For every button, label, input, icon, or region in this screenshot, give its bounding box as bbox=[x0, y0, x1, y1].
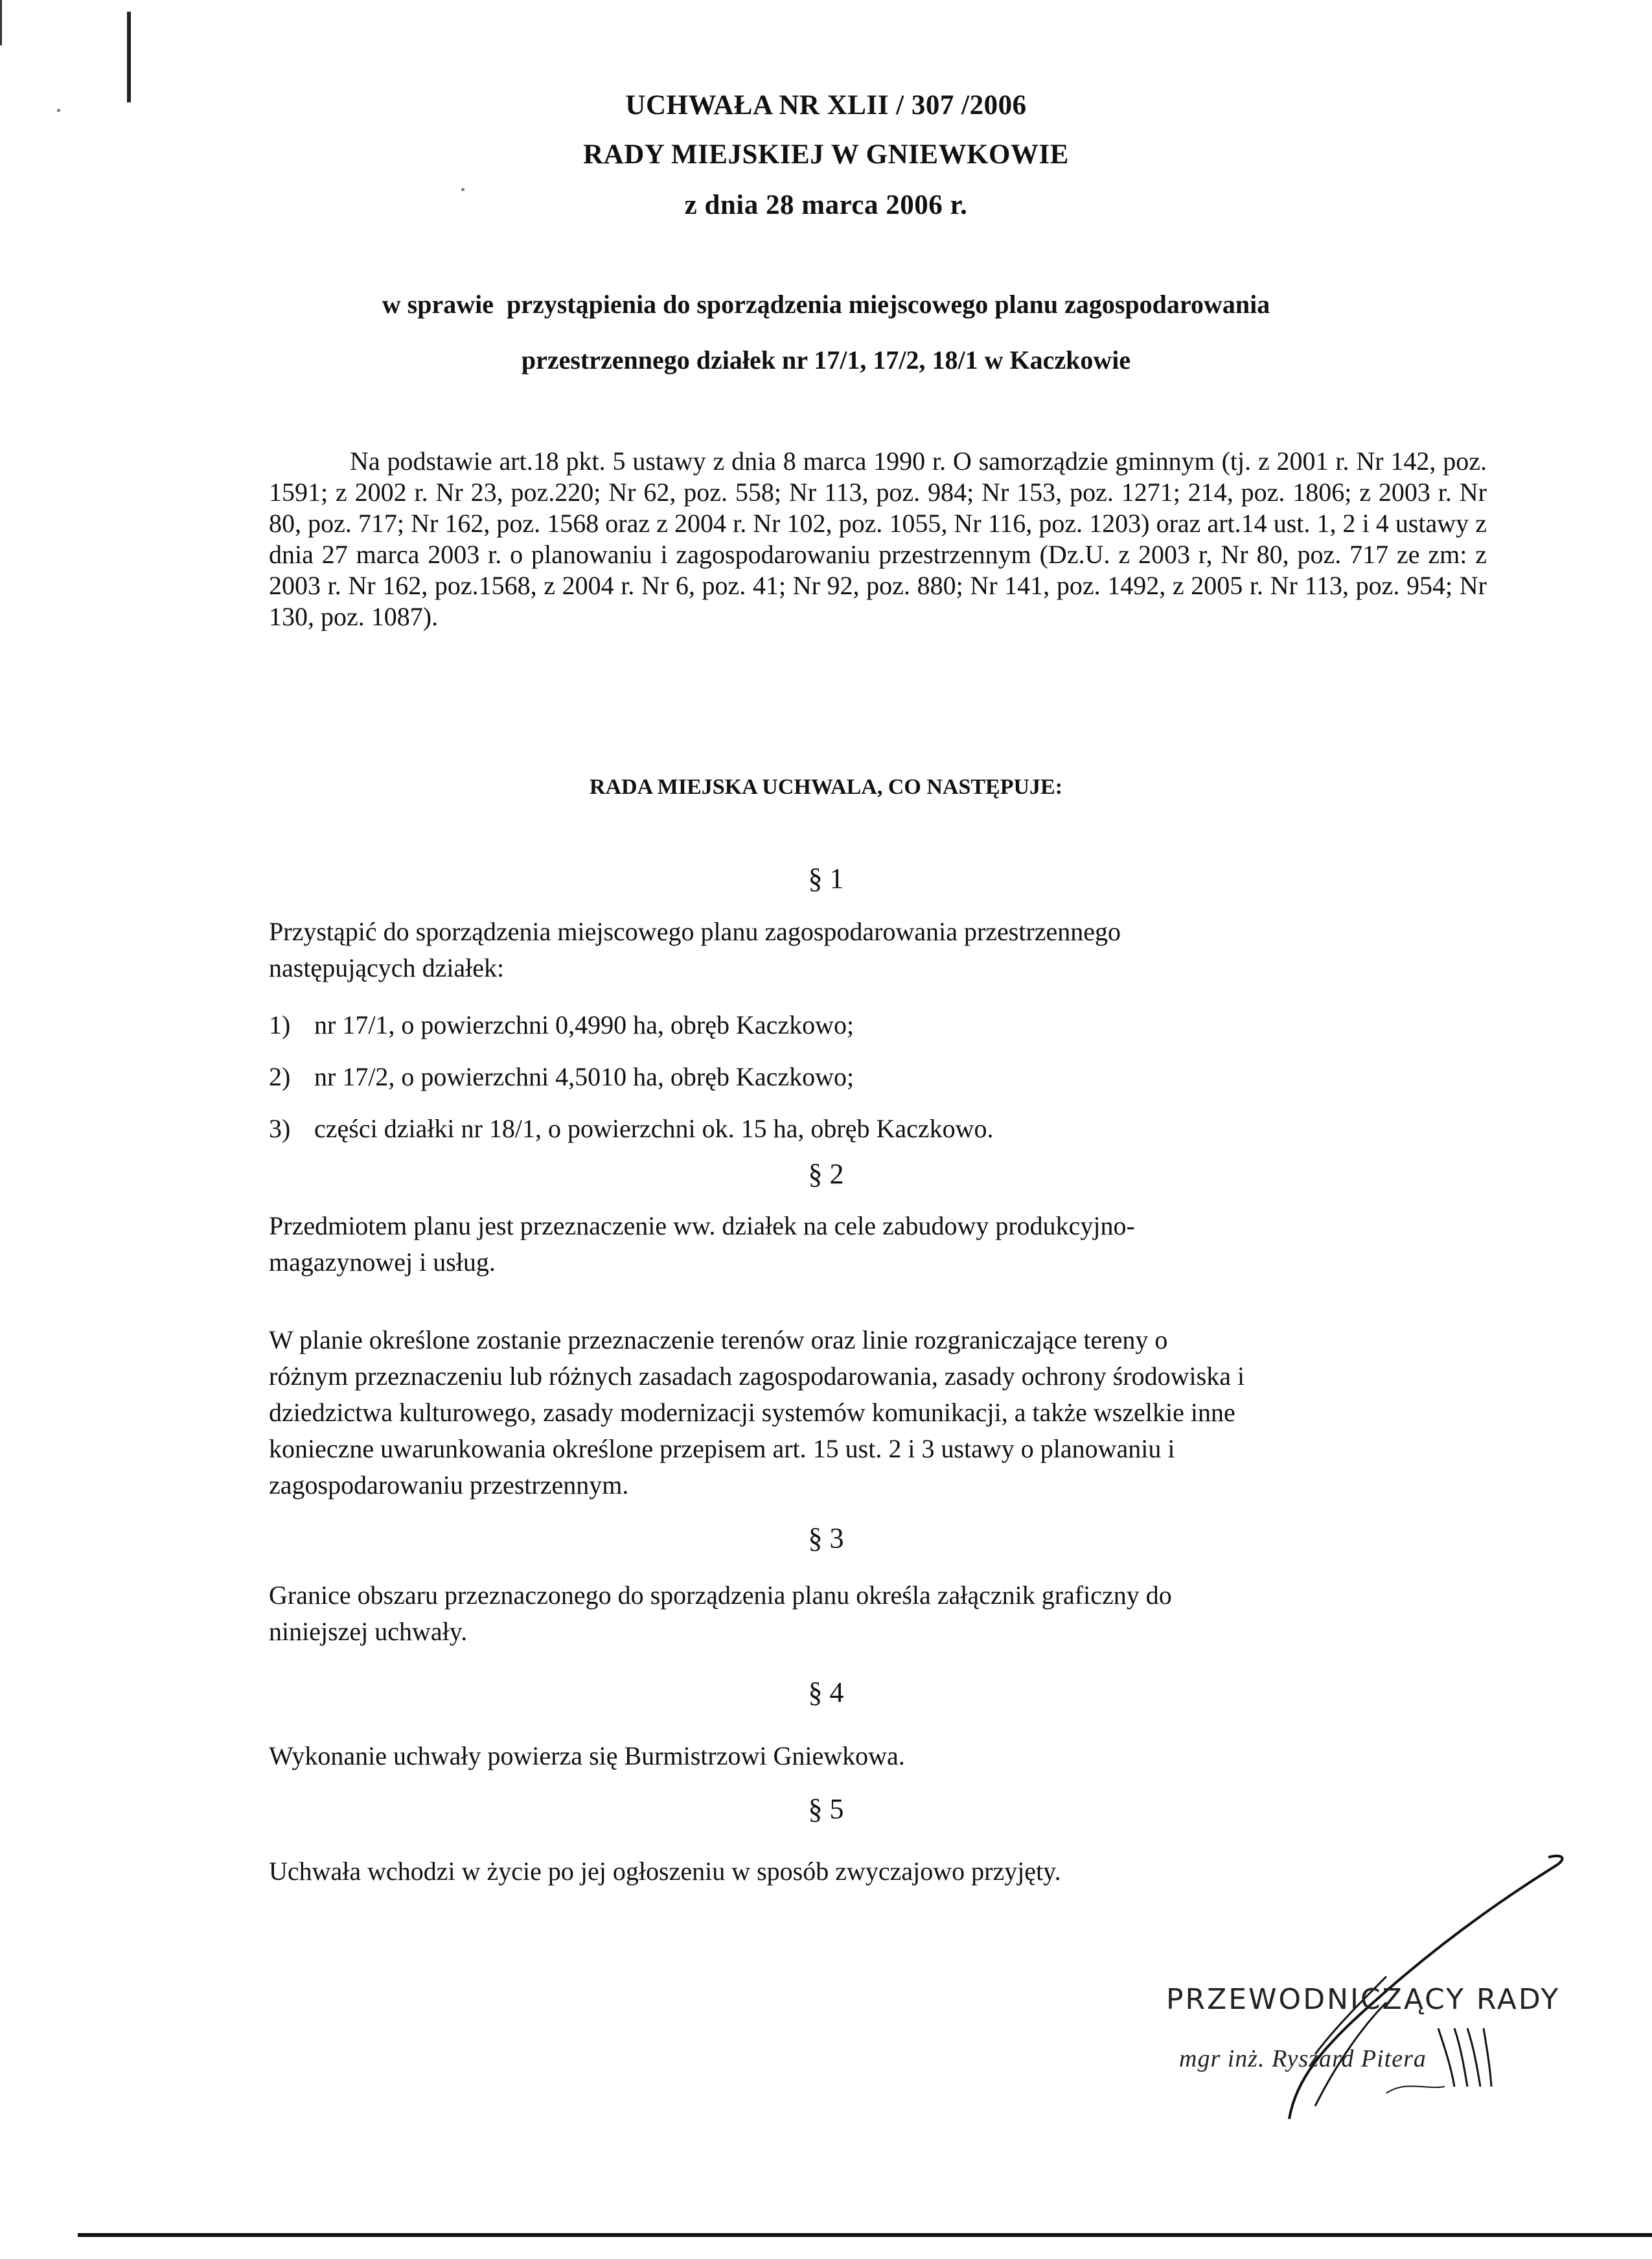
section-2-label: § 2 bbox=[808, 1158, 844, 1190]
subject-line-1: w sprawie przystąpienia do sporządzenia miejscowego planu zagospodarowania bbox=[382, 290, 1270, 319]
section-5-text: Uchwała wchodzi w życie po jej ogłoszeniu w sposób zwyczajowo przyjęty. bbox=[269, 1857, 1061, 1886]
section-5-label: § 5 bbox=[808, 1793, 844, 1825]
page-bottom-rule bbox=[78, 2233, 1652, 2237]
scan-mark bbox=[127, 12, 131, 102]
section-1-label: § 1 bbox=[808, 863, 844, 894]
section-1-intro-line-1: Przystąpić do sporządzenia miejscowego planu zagospodarowania przestrzennego bbox=[269, 917, 1121, 946]
section-2-paragraph-2: W planie określone zostanie przeznaczenie terenów oraz linie rozgraniczające tereny o różnym przeznaczeniu lub różnych zasadach zagospodarowania, zasady ochrony środowiska i dziedzictwa kulturowego, zasady modernizacji systemów komunikacji, a także wszelkie inne konieczne uwarunkowania określone przepisem art. 15 ust. 2 i 3 ustawy o planowaniu i zagospodarowaniu przestrzennym. bbox=[269, 1325, 1245, 1500]
list-item: 1) nr 17/1, o powierzchni 0,4990 ha, obręb Kaczkowo; bbox=[269, 1010, 855, 1039]
scan-mark bbox=[0, 0, 2, 45]
parcel-list bbox=[269, 999, 1487, 1155]
signatory-title: PRZEWODNICZĄCY RADY bbox=[1166, 1983, 1561, 2016]
section-2-paragraph-1: Przedmiotem planu jest przeznaczenie ww. działek na cele zabudowy produkcyjno- magazynowej i usług. bbox=[269, 1211, 1135, 1277]
signatory-name: mgr inż. Ryszard Pitera bbox=[1179, 2045, 1427, 2072]
section-3-label: § 3 bbox=[808, 1522, 844, 1554]
section-1-intro-line-2: następujących działek: bbox=[269, 953, 505, 982]
council-name: RADY MIEJSKIEJ W GNIEWKOWIE bbox=[583, 139, 1069, 170]
legal-basis-text: Na podstawie art.18 pkt. 5 ustawy z dnia 8 marca 1990 r. O samorządzie gminnym (tj. z 2001 r. Nr 142, poz. 1591; z 2002 r. Nr 23, poz.220; Nr 62, poz. 558; Nr 113, poz. 984; Nr 153, poz. 1271; 214, poz. 1806; z 2003 r. Nr 80, poz. 717; Nr 162, poz. 1568 oraz z 2004 r. Nr 102, poz. 1055, Nr 116, poz. 1203) oraz art.14 ust. 1, 2 i 4 ustawy z dnia 27 marca 2003 r. o planowaniu i zagospodarowaniu przestrzennym (Dz.U. z 2003 r, Nr 80, poz. 717 ze zm: z 2003 r. Nr 162, poz.1568, z 2004 r. Nr 6, poz. 41; Nr 92, poz. 880; Nr 141, poz. 1492, z 2005 r. Nr 113, poz. 954; Nr 130, poz. 1087). bbox=[269, 446, 1487, 631]
resolution-number: UCHWAŁA NR XLII / 307 /2006 bbox=[625, 90, 1027, 121]
section-3-text: Granice obszaru przeznaczonego do sporządzenia planu określa załącznik graficzny do niniejszej uchwały. bbox=[269, 1581, 1172, 1646]
section-4-label: § 4 bbox=[808, 1676, 844, 1708]
signature-block bbox=[1153, 1957, 1607, 2126]
legal-basis bbox=[269, 446, 1487, 632]
subject-line-2: przestrzennego działek nr 17/1, 17/2, 18/1 w Kaczkowie bbox=[521, 345, 1131, 375]
section-1-intro bbox=[269, 914, 1487, 986]
section-4-text: Wykonanie uchwały powierza się Burmistrzowi Gniewkowa. bbox=[269, 1741, 905, 1770]
resolution-heading: RADA MIEJSKA UCHWALA, CO NASTĘPUJE: bbox=[589, 775, 1063, 799]
list-item: 2) nr 17/2, o powierzchni 4,5010 ha, obręb Kaczkowo; bbox=[269, 1062, 855, 1091]
list-item: 3) części działki nr 18/1, o powierzchni ok. 15 ha, obręb Kaczkowo. bbox=[269, 1114, 994, 1143]
resolution-date: z dnia 28 marca 2006 r. bbox=[684, 190, 968, 220]
